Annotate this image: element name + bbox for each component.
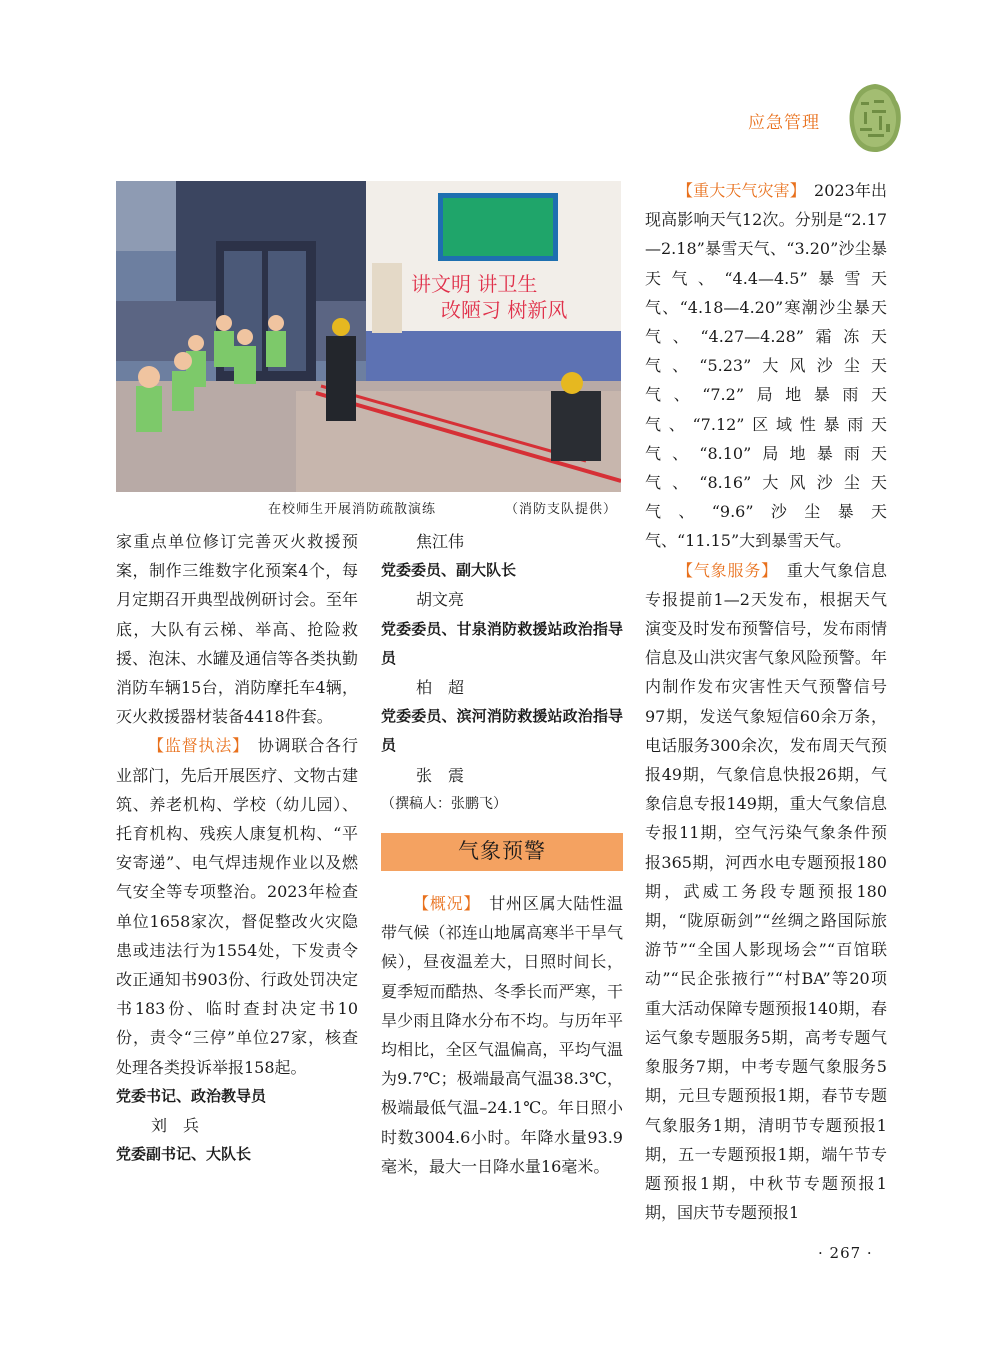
paragraph-severe-weather-text: 2023年出现高影响天气12次。分别是“2.17—2.18”暴雪天气、“3.20”沙尘暴天气、“4.4—4.5”暴雪天气、“4.18—4.20”寒潮沙尘暴天气、“4.27—4.28”霜冻天气、“5.23”大风沙尘天气、“7.2”局地暴雨天气、“7.12”区域性暴雨天气、“8.10”局地暴雨天气、“8.16”大风沙尘天气、“9.6”沙尘暴天气、“11.15”大到暴雪天气。 [645, 181, 887, 551]
tag-supervision: 【监督执法】 [148, 736, 241, 756]
paragraph-weather-service [645, 556, 887, 1228]
section-heading: 气象预警 [458, 839, 546, 864]
tag-severe-weather: 【重大天气灾害】 [677, 181, 798, 200]
role-title: 党委委员、甘泉消防救援站政治指导员 [381, 619, 623, 667]
role-title: 党委副书记、大队长 [116, 1145, 252, 1164]
tag-weather-service: 【气象服务】 [677, 560, 770, 580]
tag-overview: 【概况】 [413, 894, 473, 914]
fire-drill-photo [116, 181, 621, 492]
paragraph-supervision-text: 协调联合各行业部门，先后开展医疗、文物古建筑、养老机构、学校（幼儿园）、托育机构、残疾人康复机构、“平安寄递”、电气焊违规作业以及燃气安全等专项整治。2023年检查单位1658家次，督促整改火灾隐患或违法行为1554处，下发责令改正通知书903份、行政处罚决定书183份、临时查封决定书10份，责令“三停”单位27家，核查处理各类投诉举报158起。 [116, 736, 358, 1077]
paragraph-severe-weather [645, 176, 887, 556]
person-name: 胡文亮 [416, 590, 465, 610]
paragraph-overview-text: 甘州区属大陆性温带气候（祁连山地属高寒半干旱气候），昼夜温差大，日照时间长，夏季短而酷热、冬季长而严寒，干旱少雨且降水分布不均。与历年平均相比，全区气温偏高，平均气温为9.7℃；极端最高气温38.3℃，极端最低气温–24.1℃。年日照小时数3004.6小时。年降水量93.9毫米，最大一日降水量16毫米。 [381, 894, 623, 1176]
person-name: 焦江伟 [416, 532, 465, 551]
svg-text:改陋习 树新风: 改陋习 树新风 [441, 298, 568, 322]
paragraph-supervision [116, 731, 358, 1081]
person-name: 刘 兵 [151, 1116, 200, 1136]
role-title: 党委委员、副大队长 [381, 561, 517, 580]
paragraph-rescue-equipment: 家重点单位修订完善灭火救援预案，制作三维数字化预案4个，每月定期召开典型战例研讨会。至年底，大队有云梯、举高、抢险救援、泡沫、水罐及通信等各类执勤消防车辆15台，消防摩托车4辆，灭火救援器材装备4418件套。 [116, 532, 358, 727]
role-title: 党委书记、政治教导员 [116, 1086, 267, 1105]
photo-caption [116, 498, 621, 518]
page-number: · 267 · [818, 1244, 873, 1262]
paragraph-weather-service-text: 重大气象信息专报提前1—2天发布，根据天气演变及时发布预警信号，发布雨情信息及山洪灾害气象风险预警。年内制作发布灾害性天气预警信号97期，发送气象短信60余万条，电话服务300余次，发布周天气预报49期，气象信息快报26期，气象信息专报149期，重大气象信息专报11期，空气污染气象条件预报365期，河西水电专题预报180期，武威工务段专题预报180期，“陇原砺剑”“丝绸之路国际旅游节”“全国人影现场会”“百馆联动”“民企张掖行”“村BA”等20项重大活动保障专题预报140期，春运气象专题服务5期，高考专题气象服务7期，中考专题气象服务5期，元旦专题预报1期，春节专题气象服务1期，清明节专题预报1期，五一专题预报1期，端午节专题预报1期，中秋节专题预报1期，国庆节专题预报1 [645, 560, 887, 1223]
running-header-title: 应急管理 [748, 113, 820, 133]
role-title: 党委委员、滨河消防救援站政治指导员 [381, 707, 623, 755]
person-name: 柏 超 [416, 678, 465, 698]
seal-stamp-icon [846, 82, 904, 154]
section-heading-bar [381, 833, 623, 871]
caption-text: 在校师生开展消防疏散演练 [268, 502, 437, 517]
column-right [645, 176, 887, 1227]
column-middle [381, 527, 623, 1181]
column-left [116, 527, 358, 1169]
caption-credit: （消防支队提供） [504, 502, 617, 517]
person-name: 张 震 [416, 765, 465, 785]
svg-text:讲文明 讲卫生: 讲文明 讲卫生 [411, 272, 538, 296]
author-credit: （撰稿人：张鹏飞） [381, 795, 507, 812]
paragraph-overview [381, 889, 623, 1181]
